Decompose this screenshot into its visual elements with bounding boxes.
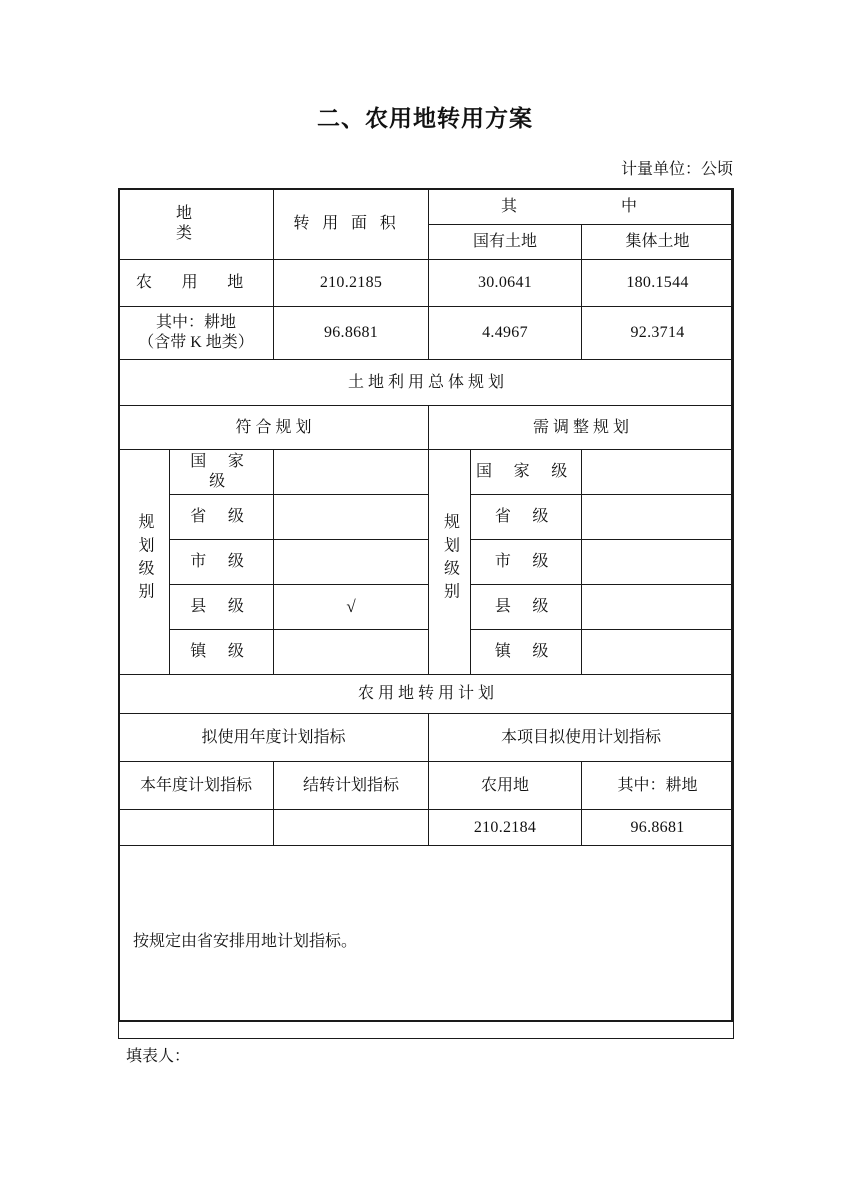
row-label-cultivated-land-sub: （含带 K 地类） <box>138 334 254 351</box>
header-project-cultivated-land: 其中：耕地 <box>617 776 698 794</box>
conversion-plan-value-row <box>119 810 734 846</box>
value-converted-area-agricultural: 210.2185 <box>319 274 383 291</box>
mark-county-left[interactable]: √ <box>346 597 356 616</box>
page-title: 二、农用地转用方案 <box>317 106 533 132</box>
band-title-conversion-plan: 农 用 地 转 用 计 划 <box>358 685 495 702</box>
planning-level-row <box>119 585 734 630</box>
level-name-town-left: 镇 级 <box>190 643 253 660</box>
header-collective-land: 集体土地 <box>625 233 690 250</box>
level-name-provincial-right: 省 级 <box>494 508 558 525</box>
row-label-agricultural-land: 农 用 地 <box>136 274 257 291</box>
remark-row <box>119 846 734 1039</box>
planning-level-row <box>119 450 734 495</box>
value-state-owned-cultivated: 4.4967 <box>482 324 528 341</box>
value-state-owned-agricultural: 30.0641 <box>477 274 533 291</box>
header-state-owned-land: 国有土地 <box>473 233 538 250</box>
level-name-municipal-left: 市 级 <box>190 553 253 570</box>
row-label-cultivated-land: 其中：耕地 <box>156 314 237 331</box>
section-band-overall-plan <box>119 360 734 406</box>
header-annual-plan-quota-group: 拟使用年度计划指标 <box>201 728 346 746</box>
header-current-year-quota: 本年度计划指标 <box>140 776 253 794</box>
level-name-town-right: 镇 级 <box>494 643 558 660</box>
header-needs-plan-adjustment: 需 调 整 规 划 <box>533 418 630 436</box>
level-name-national-left: 国 家 级 <box>190 453 253 490</box>
level-name-county-left: 县 级 <box>190 598 253 615</box>
value-project-agricultural-land: 210.2184 <box>473 818 537 836</box>
value-project-cultivated-land: 96.8681 <box>630 818 685 836</box>
section-band-conversion-plan <box>119 675 734 714</box>
header-project-plan-quota-group: 本项目拟使用计划指标 <box>501 728 662 746</box>
value-converted-area-cultivated: 96.8681 <box>323 324 379 341</box>
header-among-which: 其 中 <box>501 197 662 215</box>
vertical-label-planning-level-left: 规划级别 <box>136 512 153 606</box>
planning-level-row <box>119 630 734 675</box>
header-conforms-to-plan: 符 合 规 划 <box>235 418 312 436</box>
header-converted-area: 转用面积 <box>293 215 409 232</box>
value-collective-agricultural: 180.1544 <box>626 274 689 291</box>
remark-text: 按规定由省安排用地计划指标。 <box>133 933 358 950</box>
value-collective-cultivated: 92.3714 <box>630 324 685 341</box>
level-name-municipal-right: 市 级 <box>494 553 558 570</box>
conversion-plan-group-header-row <box>119 714 734 762</box>
header-project-agricultural-land: 农用地 <box>481 776 530 794</box>
table-row <box>119 260 734 307</box>
vertical-label-planning-level-right: 规划级别 <box>441 512 459 606</box>
band-title-overall-plan: 土 地 利 用 总 体 规 划 <box>348 373 505 391</box>
header-carryover-quota: 结转计划指标 <box>303 776 400 794</box>
plan-conformity-header-row <box>119 406 734 450</box>
table-header-row-1 <box>119 189 734 225</box>
planning-level-row <box>119 540 734 585</box>
planning-level-row <box>119 495 734 540</box>
level-name-county-right: 县 级 <box>494 598 558 615</box>
level-name-provincial-left: 省 级 <box>190 508 253 525</box>
level-name-national-right: 国 家 级 <box>476 463 577 480</box>
form-filler-label: 填表人： <box>126 1048 191 1065</box>
header-land-type: 地 类 <box>176 205 297 242</box>
measurement-unit-note: 计量单位：公顷 <box>620 161 733 178</box>
table-row <box>119 307 734 360</box>
conversion-plan-column-header-row <box>119 762 734 810</box>
agricultural-land-conversion-table <box>118 188 734 1039</box>
